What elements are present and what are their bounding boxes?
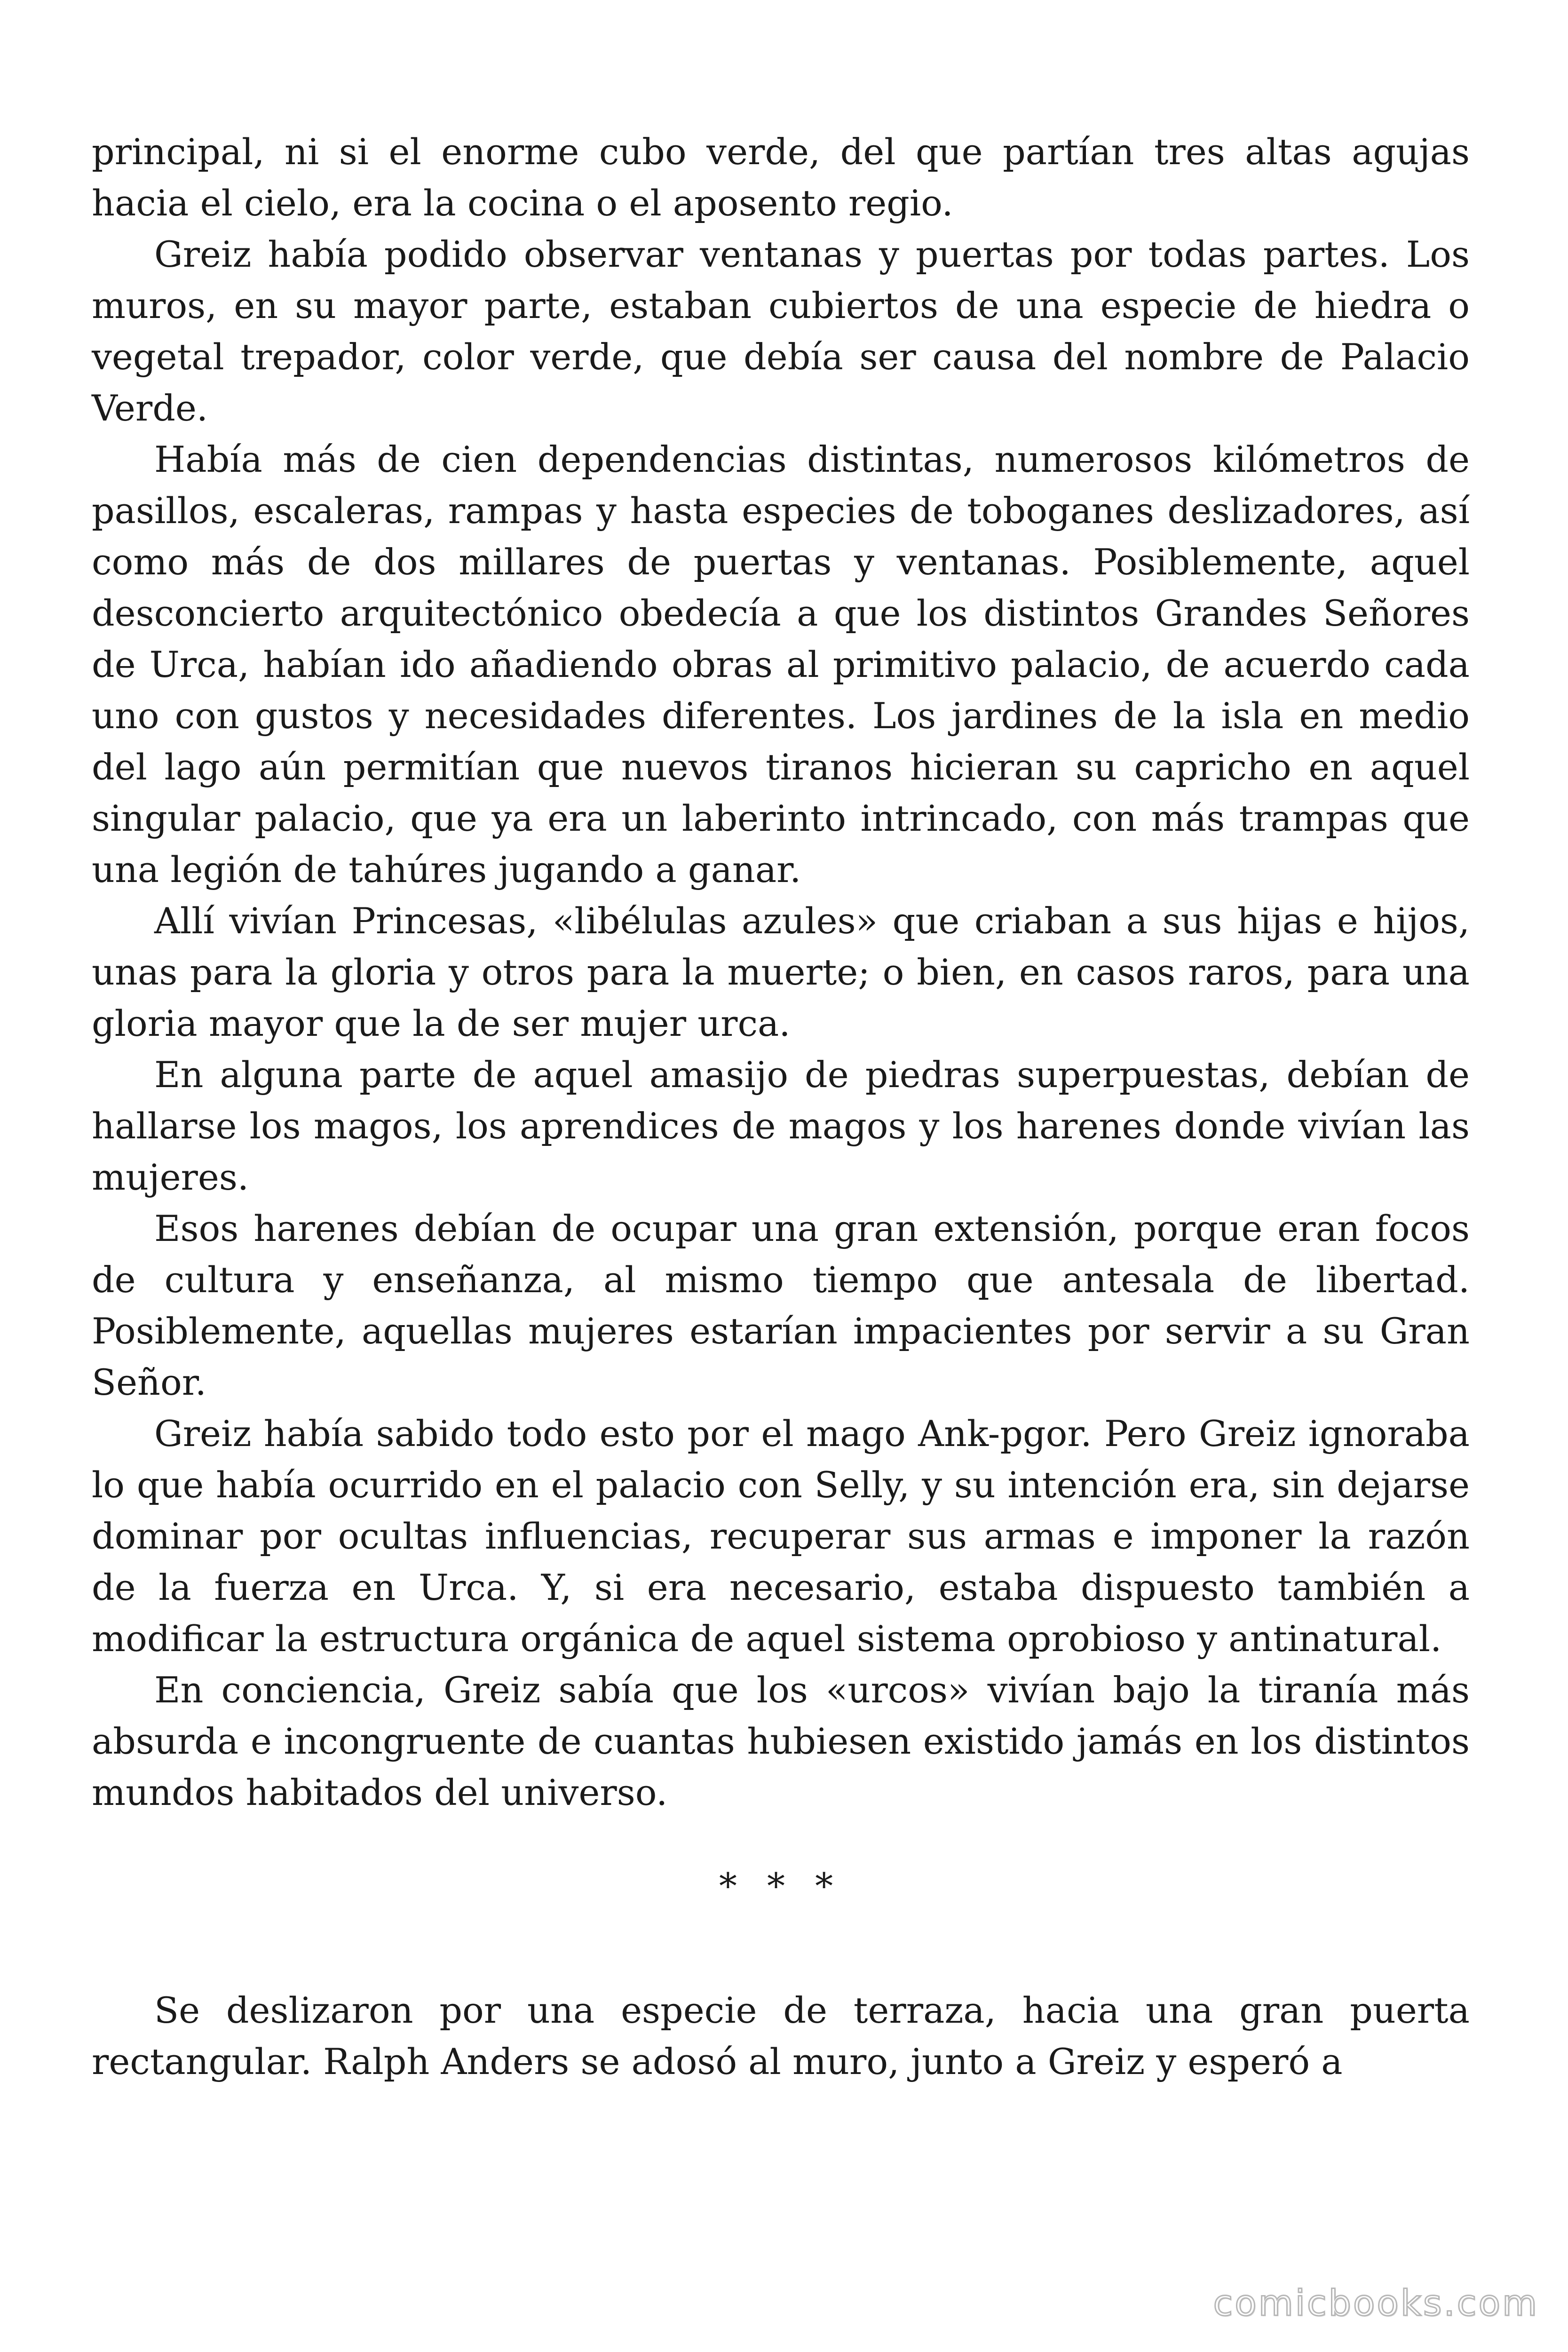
paragraph: En alguna parte de aquel amasijo de piedras superpuestas, debían de hallarse los magos, los aprendices de magos y los harenes donde vivían las mujeres. [92, 1054, 1470, 1198]
paragraph: Había más de cien dependencias distintas, numerosos kilómetros de pasillos, escaleras, rampas y hasta especies de toboganes deslizadores, así como más de dos millares de puertas y ventanas. Posiblemente, aquel desconcierto arquitectónico obedecía a que los distintos Grandes Señores de Urca, habían ido añadiendo obras al primitivo palacio, de acuerdo cada uno con gustos y necesidades diferentes. Los jardines de la isla en medio del lago aún permitían que nuevos tiranos hicieran su capricho en aquel singular palacio, que ya era un laberinto intrincado, con más trampas que una legión de tahúres jugando a ganar. [92, 438, 1470, 890]
paragraph: Se deslizaron por una especie de terraza, hacia una gran puerta rectangular. Ralph Anders se adosó al muro, junto a Greiz y esperó a [92, 1989, 1470, 2082]
watermark: comicbooks.com [1213, 2282, 1539, 2324]
paragraph: Greiz había podido observar ventanas y puertas por todas partes. Los muros, en su mayor parte, estaban cubiertos de una especie de hiedra o vegetal trepador, color verde, que debía ser causa del nombre de Palacio Verde. [92, 233, 1470, 429]
paragraph: Allí vivían Princesas, «libélulas azules» que criaban a sus hijas e hijos, unas para la gloria y otros para la muerte; o bien, en casos raros, para una gloria mayor que la de ser mujer urca. [92, 900, 1470, 1044]
paragraph: principal, ni si el enorme cubo verde, del que partían tres altas agujas hacia el cielo, era la cocina o el aposento regio. [92, 131, 1470, 224]
book-page [92, 126, 1470, 2087]
paragraph: Greiz había sabido todo esto por el mago Ank-pgor. Pero Greiz ignoraba lo que había ocurrido en el palacio con Selly, y su intención era, sin dejarse dominar por ocultas influencias, recuperar sus armas e imponer la razón de la fuerza en Urca. Y, si era necesario, estaba dispuesto también a modificar la estructura orgánica de aquel sistema oprobioso y antinatural. [92, 1413, 1470, 1660]
section-separator: * * * [719, 1865, 843, 1907]
paragraph: Esos harenes debían de ocupar una gran extensión, porque eran focos de cultura y enseñanza, al mismo tiempo que antesala de libertad. Posiblemente, aquellas mujeres estarían impacientes por servir a su Gran Señor. [92, 1208, 1470, 1403]
paragraph: En conciencia, Greiz sabía que los «urcos» vivían bajo la tiranía más absurda e incongruente de cuantas hubiesen existido jamás en los distintos mundos habitados del universo. [92, 1669, 1470, 1813]
